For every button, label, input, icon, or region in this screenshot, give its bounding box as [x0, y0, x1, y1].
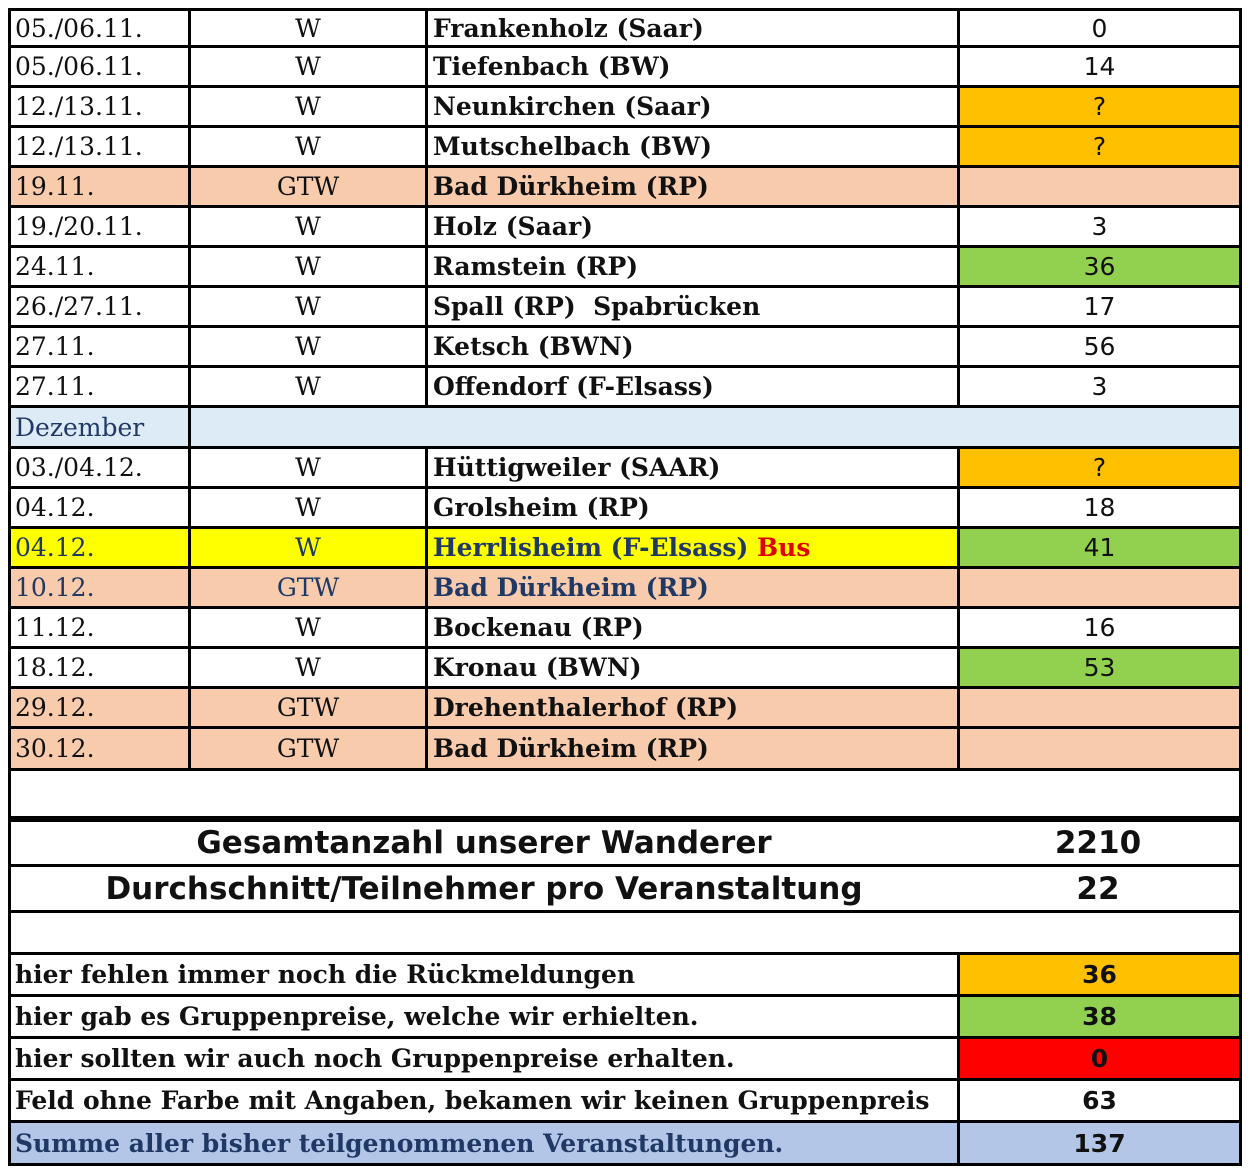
table-row: [8, 569, 1242, 609]
type-cell[interactable]: W: [188, 328, 425, 365]
table-row: [8, 88, 1242, 128]
empty-cell[interactable]: [11, 913, 1239, 952]
date-cell[interactable]: 19./20.11.: [15, 212, 143, 241]
total-value[interactable]: 2210: [1054, 825, 1142, 861]
count-cell[interactable]: 16: [957, 609, 1239, 646]
month-row: [8, 408, 1242, 449]
type-cell[interactable]: W: [188, 368, 425, 405]
date-cell[interactable]: 04.12.: [11, 529, 188, 566]
legend-label[interactable]: hier fehlen immer noch die Rückmeldungen: [15, 960, 636, 989]
place-cell[interactable]: Drehenthalerhof (RP): [425, 689, 957, 726]
count-cell[interactable]: [957, 168, 1239, 205]
legend-value[interactable]: 137: [957, 1123, 1239, 1163]
place-cell[interactable]: Offendorf (F-Elsass): [425, 368, 957, 405]
place-cell[interactable]: [425, 529, 957, 566]
count-cell[interactable]: 41: [957, 529, 1239, 566]
count-cell[interactable]: 18: [957, 489, 1239, 526]
table-row: [8, 729, 1242, 771]
type-cell[interactable]: W: [188, 529, 425, 566]
type-cell[interactable]: W: [188, 48, 425, 85]
legend-row-prize-pending: [8, 1039, 1242, 1081]
count-cell[interactable]: [957, 729, 1239, 768]
place-cell[interactable]: Ramstein (RP): [425, 248, 957, 285]
table-row: [8, 449, 1242, 489]
count-cell[interactable]: 36: [957, 248, 1239, 285]
place-cell[interactable]: Bad Dürkheim (RP): [425, 729, 957, 768]
empty-row: [8, 913, 1242, 955]
type-cell[interactable]: GTW: [188, 569, 425, 606]
place-cell[interactable]: Frankenholz (Saar): [425, 11, 957, 45]
type-cell[interactable]: W: [188, 88, 425, 125]
place-cell[interactable]: Grolsheim (RP): [425, 489, 957, 526]
legend-label[interactable]: Summe aller bisher teilgenommenen Veranstaltungen.: [11, 1123, 957, 1163]
empty-cell[interactable]: [11, 771, 1239, 816]
type-cell[interactable]: GTW: [188, 689, 425, 726]
count-cell[interactable]: ?: [957, 88, 1239, 125]
table-row: [8, 489, 1242, 529]
place-cell[interactable]: Holz (Saar): [425, 208, 957, 245]
table-row: [8, 288, 1242, 328]
table-row: [8, 168, 1242, 208]
legend-row-prize-received: [8, 997, 1242, 1039]
type-cell[interactable]: W: [188, 649, 425, 686]
date-cell[interactable]: 29.12.: [11, 689, 188, 726]
table-row: [8, 649, 1242, 689]
empty-row: [8, 771, 1242, 819]
date-cell[interactable]: 26./27.11.: [15, 292, 143, 321]
date-cell[interactable]: 11.12.: [15, 613, 95, 642]
place-cell[interactable]: Bad Dürkheim (RP): [425, 569, 957, 606]
count-cell[interactable]: 0: [957, 11, 1239, 45]
type-cell[interactable]: W: [188, 288, 425, 325]
type-cell[interactable]: W: [188, 449, 425, 486]
date-cell[interactable]: 12./13.11.: [15, 132, 143, 161]
date-cell[interactable]: 05./06.11.: [15, 13, 143, 43]
summary-average-row: [8, 867, 1242, 913]
type-cell[interactable]: W: [188, 248, 425, 285]
count-cell[interactable]: ?: [957, 128, 1239, 165]
date-cell[interactable]: 19.11.: [11, 168, 188, 205]
count-cell[interactable]: [957, 569, 1239, 606]
legend-row-missing: [8, 955, 1242, 997]
type-cell[interactable]: GTW: [188, 729, 425, 768]
table-row: [8, 609, 1242, 649]
count-cell[interactable]: ?: [957, 449, 1239, 486]
type-cell[interactable]: W: [188, 11, 425, 45]
count-cell[interactable]: 14: [957, 48, 1239, 85]
place-cell[interactable]: Bockenau (RP): [425, 609, 957, 646]
place-cell[interactable]: Bad Dürkheim (RP): [425, 168, 957, 205]
date-cell[interactable]: 24.11.: [15, 252, 95, 281]
date-cell[interactable]: 18.12.: [15, 653, 95, 682]
place-cell[interactable]: Neunkirchen (Saar): [425, 88, 957, 125]
count-cell[interactable]: 56: [957, 328, 1239, 365]
place-cell[interactable]: Ketsch (BWN): [425, 328, 957, 365]
table-row: [8, 248, 1242, 288]
average-value[interactable]: 22: [1076, 870, 1120, 907]
table-row: [8, 128, 1242, 168]
table-row: [8, 208, 1242, 248]
bus-note: Bus: [757, 533, 811, 562]
table-row: [8, 368, 1242, 408]
legend-value[interactable]: 38: [957, 997, 1239, 1036]
table-row: [8, 689, 1242, 729]
type-cell[interactable]: W: [188, 489, 425, 526]
place-cell[interactable]: Spall (RP) Spabrücken: [425, 288, 957, 325]
total-label[interactable]: Gesamtanzahl unserer Wanderer: [196, 825, 772, 861]
legend-row-no-prize: [8, 1081, 1242, 1123]
date-cell[interactable]: 12./13.11.: [15, 92, 143, 121]
table-row: [8, 529, 1242, 569]
month-fill-cell[interactable]: [188, 408, 1239, 446]
type-cell[interactable]: GTW: [188, 168, 425, 205]
count-cell[interactable]: [957, 689, 1239, 726]
date-cell[interactable]: 03./04.12.: [15, 453, 143, 482]
legend-label[interactable]: hier gab es Gruppenpreise, welche wir erhielten.: [15, 1002, 699, 1031]
legend-row-sum: [8, 1123, 1242, 1166]
type-cell[interactable]: W: [188, 128, 425, 165]
legend-value[interactable]: 36: [957, 955, 1239, 994]
average-label[interactable]: Durchschnitt/Teilnehmer pro Veranstaltung: [105, 870, 863, 907]
date-cell[interactable]: 04.12.: [15, 493, 95, 522]
place-cell[interactable]: Tiefenbach (BW): [425, 48, 957, 85]
date-cell[interactable]: 27.11.: [15, 372, 95, 401]
place-name: Herrlisheim (F-Elsass): [433, 533, 749, 562]
type-cell[interactable]: W: [188, 609, 425, 646]
count-cell[interactable]: 53: [957, 649, 1239, 686]
table-row: [8, 328, 1242, 368]
summary-total-row: [8, 819, 1242, 867]
type-cell[interactable]: W: [188, 208, 425, 245]
legend-label[interactable]: Feld ohne Farbe mit Angaben, bekamen wir keinen Gruppenpreis: [15, 1086, 930, 1115]
table-row: [8, 48, 1242, 88]
count-cell[interactable]: 3: [957, 368, 1239, 405]
date-cell[interactable]: 10.12.: [11, 569, 188, 606]
date-cell[interactable]: 05./06.11.: [15, 52, 143, 81]
month-label[interactable]: Dezember: [11, 408, 188, 446]
legend-value[interactable]: 0: [957, 1039, 1239, 1078]
table-row: [8, 8, 1242, 48]
place-cell[interactable]: Kronau (BWN): [425, 649, 957, 686]
legend-label[interactable]: hier sollten wir auch noch Gruppenpreise erhalten.: [15, 1044, 735, 1073]
date-cell[interactable]: 27.11.: [15, 332, 95, 361]
count-cell[interactable]: 3: [957, 208, 1239, 245]
date-cell[interactable]: 30.12.: [11, 729, 188, 768]
place-cell[interactable]: Hüttigweiler (SAAR): [425, 449, 957, 486]
legend-value[interactable]: 63: [957, 1081, 1239, 1120]
place-cell[interactable]: Mutschelbach (BW): [425, 128, 957, 165]
count-cell[interactable]: 17: [957, 288, 1239, 325]
